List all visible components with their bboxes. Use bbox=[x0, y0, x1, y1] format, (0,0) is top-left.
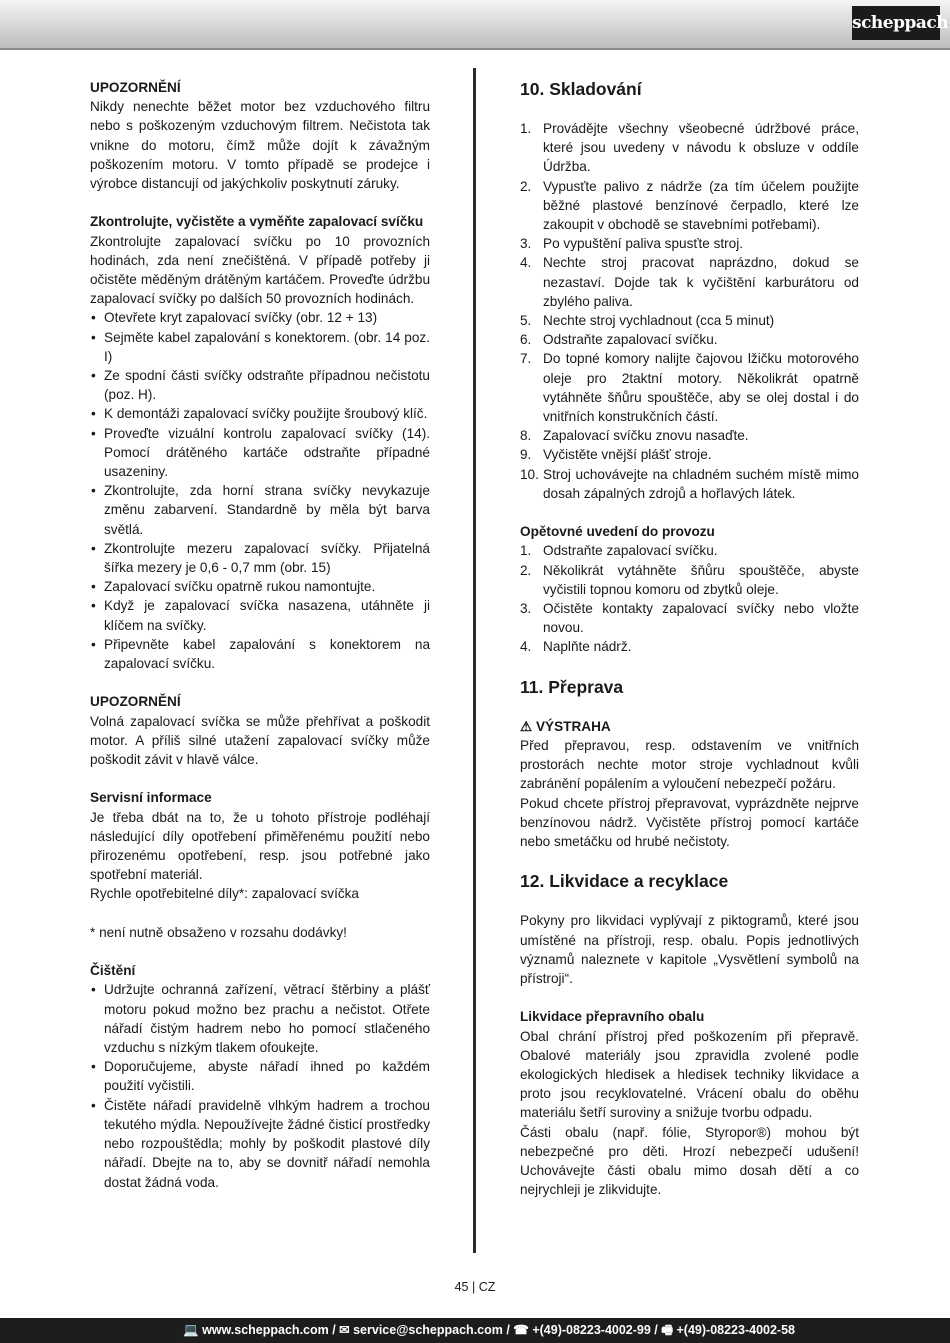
list-item: • Proveďte vizuální kontrolu zapalovací svíčky (14). Pomocí drátěného kartáče odstraňte případné usazeniny. bbox=[90, 424, 430, 482]
packaging-text-2: Části obalu (např. fólie, Styropor®) mohou být nebezpečné pro děti. Hrozí nebezpečí udušení! Uchovávejte části obalu mimo dosah dětí a co nejrychleji je zlikvidujte. bbox=[520, 1124, 859, 1198]
list-item: 2. Vypusťte palivo z nádrže (za tím účelem použijte běžné plastové benzínové čerpadlo, které lze zakoupit v obchodě se stavebními potřebami). bbox=[520, 178, 859, 233]
footer-contact: 💻 www.scheppach.com / ✉ service@scheppach.com / ☎ +(49)-08223-4002-99 / 🖷 +(49)-08223-4002-58 bbox=[183, 1323, 795, 1337]
cleaning-list bbox=[90, 980, 430, 1191]
disposal-text: Pokyny pro likvidaci vyplývají z piktogramů, které jsou umístěné na přístroji, resp. obalu. Popis jednotlivých významů naleznete v kapitole „Vysvětlení symbolů na přístroji“. bbox=[520, 913, 859, 987]
header-bar bbox=[0, 0, 950, 50]
warning-label: ⚠ VÝSTRAHA bbox=[520, 718, 611, 734]
list-item: • Udržujte ochranná zařízení, větrací štěrbiny a plášť motoru pokud možno bez prachu a nečistot. Otřete nářadí čistým hadrem nebo ho pomocí stlačeného vzduchu s nízkým tlakem ofoukejte. bbox=[90, 980, 430, 1057]
list-item: • Čistěte nářadí pravidelně vlhkým hadrem a trochou tekutého mýdla. Nepoužívejte žádné čisticí prostředky nebo rozpouštědla; mohly by poškodit plastové díly nářadí. Dbejte na to, aby se dovnitř nářadí nemohla dostat žádná voda. bbox=[90, 1096, 430, 1192]
list-item: • K demontáži zapalovací svíčky použijte šroubový klíč. bbox=[90, 404, 430, 423]
section-12-title: 12. Likvidace a recyklace bbox=[520, 871, 729, 892]
list-item: 3. Očistěte kontakty zapalovací svíčky nebo vložte novou. bbox=[520, 601, 859, 636]
service-info-text: Je třeba dbát na to, že u tohoto přístroje podléhají následující díly opotřebení přiměřenému použití nebo přirozenému opotřebení, resp. jsou potřebné jako spotřební materiál. bbox=[90, 809, 430, 883]
restart-title: Opětovné uvedení do provozu bbox=[520, 524, 715, 540]
transport-text: Pokud chcete přístroj přepravovat, vyprázdněte nejprve benzínovou nádrž. Vyčistěte přístroj pomocí kartáče nebo smetáčku od hrubé nečistoty. bbox=[520, 795, 859, 850]
packaging-text: Obal chrání přístroj před poškozením při přepravě. Obalové materiály jsou zpravidla zvolené podle ekologických hledisek a hledisek techniky likvidace a proto jsou recyklovatelné. Vrácení obalu do oběhu materiálu šetří suroviny a snižuje tvorbu odpadu. bbox=[520, 1028, 859, 1121]
list-item: 4. Naplňte nádrž. bbox=[520, 639, 632, 655]
list-item: • Sejměte kabel zapalování s konektorem. (obr. 14 poz. I) bbox=[90, 328, 430, 366]
list-item: • Zapalovací svíčku opatrně rukou namontujte. bbox=[90, 577, 430, 596]
restart-list bbox=[520, 541, 859, 656]
service-info-title: Servisní informace bbox=[90, 790, 212, 806]
list-item: • Zkontrolujte mezeru zapalovací svíčky. Přijatelná šířka mezery je 0,6 - 0,7 mm (obr. 15) bbox=[90, 539, 430, 577]
list-item: 1. Provádějte všechny všeobecné údržbové práce, které jsou uvedeny v návodu k obsluze v oddíle Údržba. bbox=[520, 121, 859, 175]
list-item: 10. Stroj uchovávejte na chladném suchém místě mimo dosah zápalných zdrojů a hořlavých látek. bbox=[520, 466, 859, 501]
list-item: 6. Odstraňte zapalovací svíčku. bbox=[520, 332, 718, 348]
spark-plug-list bbox=[90, 308, 430, 673]
service-note: * není nutně obsaženo v rozsahu dodávky! bbox=[90, 924, 347, 940]
warning-text-2: Volná zapalovací svíčka se může přehřívat a poškodit motor. A příliš silné utažení zapalovací svíčky může poškodit závit v hlavě válce. bbox=[90, 713, 430, 768]
list-item: 5. Nechte stroj vychladnout (cca 5 minut) bbox=[520, 313, 775, 329]
list-item: 2. Několikrát vytáhněte šňůru spouštěče, abyste vyčistili topnou komoru od zbytků oleje. bbox=[520, 562, 859, 597]
left-column bbox=[90, 78, 430, 1192]
list-item: 8. Zapalovací svíčku znovu nasaďte. bbox=[520, 428, 749, 444]
warning-text: Před přepravou, resp. odstavením ve vnitřních prostorách nechte motor stroje vychladnout kvůli zabránění popálením a vyloučení nebezpečí požáru. bbox=[520, 738, 859, 792]
list-item: • Otevřete kryt zapalovací svíčky (obr. 12 + 13) bbox=[90, 308, 430, 327]
footer-bar bbox=[0, 1318, 950, 1343]
service-info-text-2: Rychle opotřebitelné díly*: zapalovací svíčka bbox=[90, 886, 359, 902]
storage-list bbox=[520, 119, 859, 503]
warning-text-1: Nikdy nenechte běžet motor bez vzduchového filtru nebo s poškozeným vzduchovým filtrem. Nečistota tak vnikne do motoru, čímž může dojít k závažným poškozením motoru. V tomto případě se prodejce i výrobce distancují od jakýchkoliv poskytnutí záruky. bbox=[90, 99, 430, 192]
spark-plug-title: Zkontrolujte, vyčistěte a vyměňte zapalovací svíčku bbox=[90, 214, 424, 230]
section-11-title: 11. Přeprava bbox=[520, 676, 624, 697]
list-item: • Když je zapalovací svíčka nasazena, utáhněte ji klíčem na svíčky. bbox=[90, 596, 430, 634]
column-divider bbox=[473, 68, 476, 1253]
list-item: 3. Po vypuštění paliva spusťte stroj. bbox=[520, 236, 744, 252]
cleaning-title: Čištění bbox=[90, 963, 136, 979]
list-item: • Doporučujeme, abyste nářadí ihned po každém použití vyčistili. bbox=[90, 1057, 430, 1095]
right-column bbox=[520, 78, 859, 1200]
list-item: 7. Do topné komory nalijte čajovou lžičku motorového oleje pro 2taktní motory. Několikrát opatrně vytáhněte šňůru spouštěče, aby se olej dostal i do vnitřních konstrukčních částí. bbox=[520, 351, 859, 425]
spark-plug-text: Zkontrolujte zapalovací svíčku po 10 provozních hodinách, zda není znečištěná. V případě potřeby ji očistěte měděným drátěným kartáčem. Proveďte údržbu zapalovací svíčky po dalších 50 provozních hodinách. bbox=[90, 233, 430, 307]
scheppach-logo: scheppach bbox=[852, 6, 940, 40]
list-item: • Zkontrolujte, zda horní strana svíčky nevykazuje změnu zabarvení. Standardně by měla být barva světlá. bbox=[90, 481, 430, 539]
page-number: 45 | CZ bbox=[454, 1280, 496, 1294]
list-item: 9. Vyčistěte vnější plášť stroje. bbox=[520, 447, 712, 463]
list-item: 4. Nechte stroj pracovat naprázdno, dokud se nezastaví. Dojde tak k vyčištění karburátoru od zbylého paliva. bbox=[520, 255, 859, 309]
packaging-title: Likvidace přepravního obalu bbox=[520, 1009, 705, 1025]
list-item: • Připevněte kabel zapalování s konektorem na zapalovací svíčku. bbox=[90, 635, 430, 673]
list-item: • Ze spodní části svíčky odstraňte případnou nečistotu (poz. H). bbox=[90, 366, 430, 404]
list-item: 1. Odstraňte zapalovací svíčku. bbox=[520, 543, 718, 559]
warning-title-1: UPOZORNĚNÍ bbox=[90, 80, 181, 95]
section-10-title: 10. Skladování bbox=[520, 79, 642, 99]
warning-title-2: UPOZORNĚNÍ bbox=[90, 694, 181, 710]
